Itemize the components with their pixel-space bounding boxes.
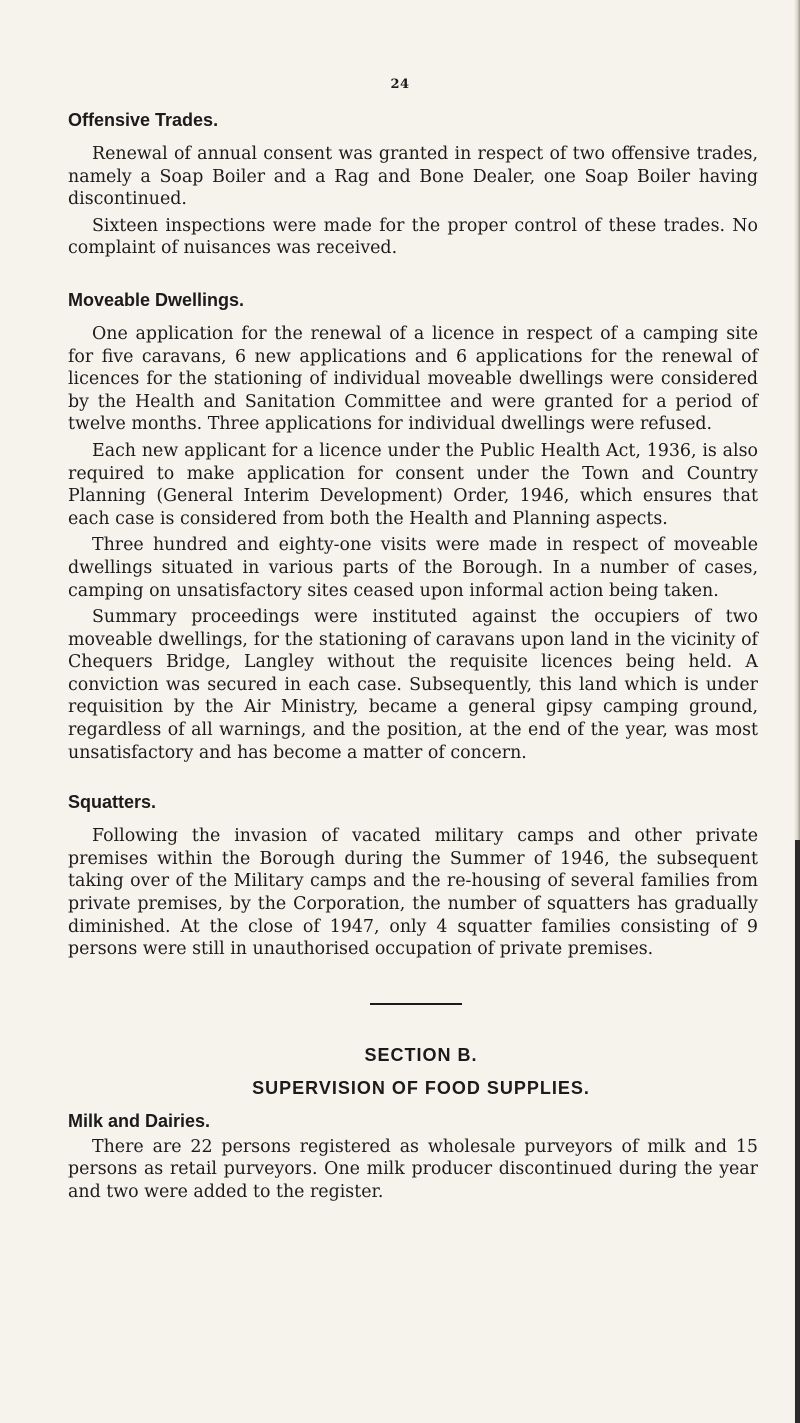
section-divider — [370, 1003, 462, 1005]
heading-offensive-trades: Offensive Trades. — [68, 110, 219, 130]
page-content — [68, 110, 758, 1208]
paragraph: One application for the renewal of a licence in respect of a camping site for five caravans, 6 new applications and 6 applications for the renewal of licences for the stationing of individual moveable dwellings were considered by the Health and Sanitation Committee and were granted for a period of twelve months. Three applications for individual dwellings were refused. — [68, 323, 758, 435]
paragraph: There are 22 persons registered as wholesale purveyors of milk and 15 persons as retail purveyors. One milk producer discontinued during the year and two were added to the register. — [68, 1136, 758, 1202]
paragraph: Renewal of annual consent was granted in respect of two offensive trades, namely a Soap Boiler and a Rag and Bone Dealer, one Soap Boiler having discontinued. — [68, 144, 758, 210]
heading-milk-and-dairies: Milk and Dairies. — [68, 1110, 211, 1131]
paragraph: Following the invasion of vacated military camps and other private premises within the Borough during the Summer of 1946, the subsequent taking over of the Military camps and the re-housing of several families from private premises, by the Corporation, the number of squatters has gradually diminished. At the close of 1947, only 4 squatter families consisting of 9 persons were still in unauthorised occupation of private premises. — [68, 826, 758, 960]
paragraph: Sixteen inspections were made for the proper control of these trades. No complaint of nuisances was received. — [68, 215, 758, 259]
paragraph: Summary proceedings were instituted against the occupiers of two moveable dwellings, for the stationing of caravans upon land in the vicinity of Chequers Bridge, Langley without the requisite licences being held. A conviction was secured in each case. Subsequently, this land which is under requisition by the Air Ministry, became a general gipsy camping ground, regardless of all warnings, and the position, at the end of the year, was most unsatisfactory and has become a matter of concern. — [68, 607, 758, 763]
paragraph: Three hundred and eighty-one visits were made in respect of moveable dwellings situated in various parts of the Borough. In a number of cases, camping on unsatisfactory sites ceased upon informal action being taken. — [68, 535, 758, 601]
page-number: 24 — [390, 77, 410, 92]
heading-squatters: Squatters. — [68, 792, 157, 813]
paragraph: Each new applicant for a licence under the Public Health Act, 1936, is also required to make application for consent under the Town and Country Planning (General Interim Development) Order, 1946, which ensures that each case is considered from both the Health and Planning aspects. — [68, 440, 758, 529]
page-edge-dark — [795, 840, 800, 1423]
section-label: SECTION B. — [364, 1044, 478, 1065]
heading-moveable-dwellings: Moveable Dwellings. — [68, 289, 245, 310]
section-title: SUPERVISION OF FOOD SUPPLIES. — [252, 1077, 590, 1098]
